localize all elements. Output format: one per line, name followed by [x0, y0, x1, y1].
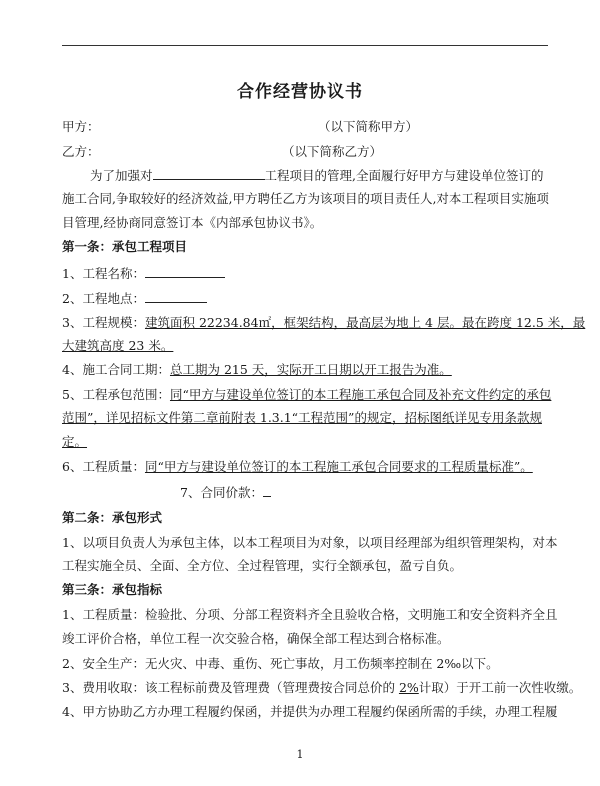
article-3-item-1: 1、工程质量：检验批、分项、分部工程资料齐全且验收合格，文明施工和安全资料齐全且	[62, 607, 558, 622]
document-title: 合作经营协议书	[237, 82, 363, 102]
article-3-item-3	[62, 680, 581, 696]
article-2-item-1-cont: 工程实施全员、全面、全方位、全过程管理，实行全额承包，盈亏自负。	[62, 558, 463, 573]
item-label: 3、工程规模：	[62, 315, 145, 330]
article-3-item-2: 2、安全生产：无火灾、中毒、重伤、死亡事故，月工伤频率控制在 2‰以下。	[62, 656, 499, 671]
project-location-field	[145, 290, 207, 303]
intro-text-b: 工程项目的管理,全面履行好甲方与建设单位签订的	[264, 168, 544, 183]
article-1-item-4	[62, 362, 452, 378]
article-1-item-1	[62, 265, 225, 282]
item-text: 同“甲方与建设单位签订的本工程施工承包合同要求的工程质量标准”。	[144, 459, 533, 474]
item-label: 1、工程名称：	[62, 266, 145, 281]
intro-line-2: 施工合同,争取较好的经济效益,甲方聘任乙方为该项目的项目责任人,对本工程项目实施项	[62, 191, 549, 206]
article-1-item-6	[62, 459, 533, 475]
party-b-label: 乙方：	[62, 144, 100, 159]
project-name-field	[145, 265, 225, 278]
item-text-a: 3、费用收取：该工程标前费及管理费（管理费按合同总价的	[62, 680, 399, 695]
contract-price-field	[263, 484, 271, 497]
article-1-item-3	[62, 315, 585, 331]
party-a-label: 甲方：	[62, 119, 100, 134]
intro-line-3: 目管理,经协商同意签订本《内部承包协议书》。	[62, 215, 323, 230]
item-text-b: 计取）于开工前一次性收缴。	[418, 680, 582, 695]
page-number: 1	[296, 748, 304, 761]
article-1-item-5	[62, 387, 551, 403]
item-label: 2、工程地点：	[62, 291, 145, 306]
article-1-item-5-cont: 范围”，详见招标文件第二章前附表 1.3.1“工程范围”的规定，招标图纸详见专用条款规	[62, 410, 542, 425]
item-label: 6、工程质量：	[62, 459, 145, 474]
item-text: 建筑面积 22234.84㎡，框架结构，最高层为地上 4 层。最在跨度 12.5 米，最	[144, 315, 586, 330]
article-1-item-5-cont-2: 定。	[62, 434, 88, 449]
intro-line-1	[90, 167, 544, 184]
article-2-heading: 第二条：承包形式	[62, 510, 163, 525]
item-text: 总工期为 215 天，实际开工日期以开工报告为准。	[169, 362, 452, 377]
party-b-note: （以下简称乙方）	[282, 144, 383, 159]
item-text: 同“甲方与建设单位签订的本工程施工承包合同及补充文件约定的承包	[169, 387, 552, 402]
item-label: 5、工程承包范围：	[62, 387, 170, 402]
article-2-item-1: 1、以项目负责人为承包主体，以本工程项目为对象，以项目经理部为组织管理架构，对本	[62, 535, 558, 550]
party-a-note: （以下简称甲方）	[318, 119, 419, 134]
intro-text-a: 为了加强对	[90, 168, 153, 183]
article-1-heading: 第一条：承包工程项目	[62, 239, 188, 254]
article-3-heading: 第三条：承包指标	[62, 582, 163, 597]
fee-percent: 2%	[398, 680, 419, 695]
article-3-item-4: 4、甲方协助乙方办理工程履约保函，并提供为办理工程履约保函所需的手续，办理工程履	[62, 704, 558, 719]
item-label: 4、施工合同工期：	[62, 362, 170, 377]
header-rule	[62, 45, 548, 46]
article-3-item-1-cont: 竣工评价合格，单位工程一次交验合格，确保全部工程达到合格标准。	[62, 631, 450, 646]
article-1-item-3-cont: 大建筑高度 23 米。	[62, 338, 174, 353]
item-label: 7、合同价款：	[180, 485, 263, 500]
project-name-blank	[153, 167, 265, 180]
article-1-item-7	[180, 484, 271, 501]
article-1-item-2	[62, 290, 207, 307]
